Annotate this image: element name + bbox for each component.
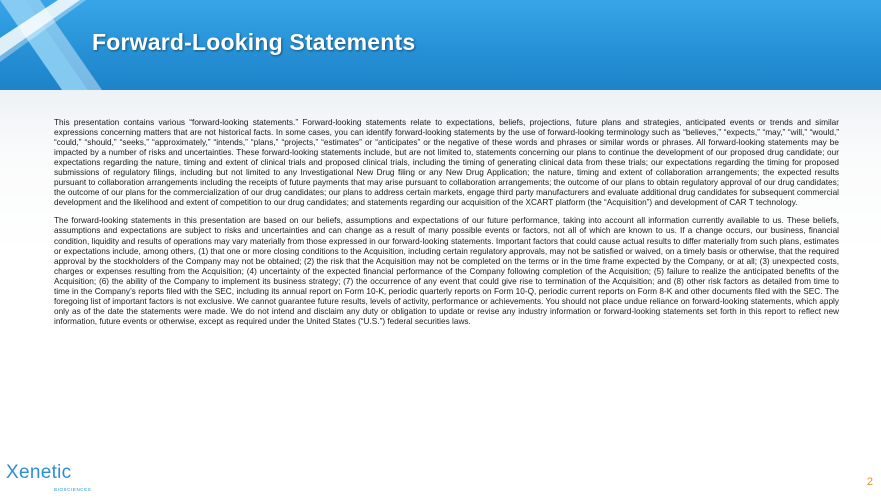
statement-text: [54, 118, 839, 335]
header-bar: [0, 0, 881, 90]
page-title: Forward-Looking Statements: [92, 29, 416, 55]
logo-subtitle: BIOSCIENCES: [54, 487, 92, 492]
page-number: 2: [866, 476, 873, 488]
paragraph: The forward-looking statements in this presentation are based on our beliefs, assumptions and expectations of our future performance, taking into account all information currently available to us. These beliefs, assumptions and expectations are subject to risks and uncertainties and can change as a result of many possible events or factors, not all of which are known to us. If a change occurs, our business, financial condition, liquidity and results of operations may vary materially from those expressed in our forward-looking statements. Important factors that could cause actual results to differ materially from such plans, estimates or expectations include, among others, (1) that one or more closing conditions to the Acquisition, including certain regulatory approvals, may not be satisfied or waived, on a timely basis or otherwise, that the required approval by the stockholders of the Company may not be obtained; (2) the risk that the Acquisition may not be completed on the terms or in the time frame expected by the Company, or at all; (3) unexpected costs, charges or expenses resulting from the Acquisition; (4) uncertainty of the expected financial performance of the Company following completion of the Acquisition; (5) failure to realize the anticipated benefits of the Acquisition; (6) the ability of the Company to implement its business strategy; (7) the occurrence of any event that could give rise to termination of the Acquisition; and (8) other risk factors as detailed from time to time in the Company’s reports filed with the SEC, including its annual report on Form 10-K, periodic quarterly reports on Form 10-Q, periodic current reports on Form 8-K and other documents filed with the SEC. The foregoing list of important factors is not exclusive. We cannot guarantee future results, levels of activity, performance or achievements. You should not place undue reliance on forward-looking statements, which apply only as of the date the statements were made. We do not intend and disclaim any duty or obligation to update or revise any industry information or forward-looking statements set forth in this report to reflect new information, future events or otherwise, except as required under the United States (“U.S.”) federal securities laws.: [54, 216, 839, 326]
logo-name: Xenetic: [6, 462, 72, 483]
paragraph: This presentation contains various “forward-looking statements.” Forward-looking statements relate to expectations, beliefs, projections, future plans and strategies, anticipated events or trends and similar expressions concerning matters that are not historical facts. In some cases, you can identify forward-looking statements by the use of forward-looking terminology such as “believes,” “expects,” “may,” “will,” “would,” “could,” “should,” “seeks,” “approximately,” “intends,” “plans,” “projects,” “estimates” or “anticipates” or the negative of these words and phrases or similar words or phrases. All forward-looking statements may be impacted by a number of risks and uncertainties. These forward-looking statements include, but are not limited to, statements concerning our plans to continue the development of our proposed drug candidate; our expectations regarding the nature, timing and extent of clinical trials and proposed clinical trials, including the timing of generating clinical data from these trials; our expectations regarding the timing for proposed submissions of regulatory filings, including but not limited to any Investigational New Drug filing or any New Drug Application; the nature, timing and extent of collaboration arrangements; the expected results pursuant to collaboration arrangements including the receipts of future payments that may arise pursuant to collaboration arrangements; the outcome of our plans to obtain regulatory approval of our drug candidates; the outcome of our plans for the commercialization of our drug candidates; our plans to address certain markets, engage third party manufacturers and evaluate additional drug candidates for subsequent commercial development and the likelihood and extent of competition to our drug candidates; and statements regarding our acquisition of the XCART platform (the “Acquisition”) and development of CAR T technology.: [54, 118, 839, 208]
company-logo: [6, 462, 116, 494]
